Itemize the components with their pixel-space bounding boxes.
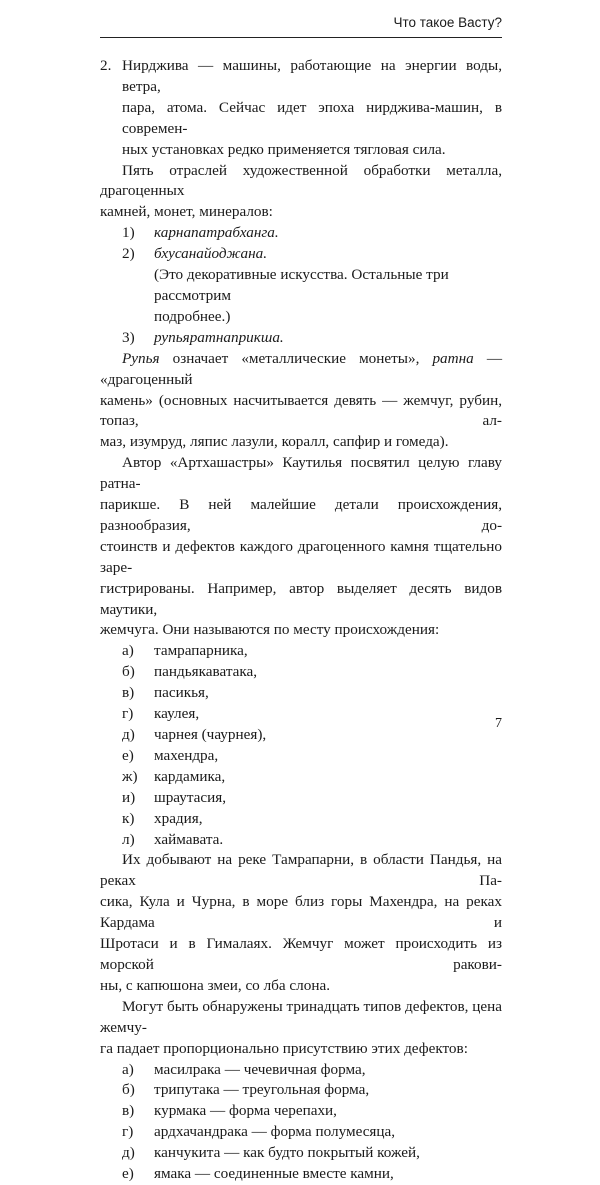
list-item	[100, 683, 502, 704]
list-marker: а)	[122, 1060, 134, 1078]
list-text: хаймавата.	[154, 830, 224, 848]
list-text: масилрака — чечевичная форма,	[154, 1060, 366, 1078]
branch-number: 2)	[122, 245, 135, 263]
text-line: жемчуга. Они называются по месту происхождения:	[100, 621, 440, 639]
text-line: Автор «Артхашастры» Каутилья посвятил целую главу ратна-	[100, 454, 502, 493]
list-marker: а)	[122, 642, 134, 660]
text-fragment: означает «металлические монеты»,	[159, 349, 433, 367]
list-marker: б)	[122, 663, 135, 681]
text-line: камень» (основных насчитывается девять — жемчуг, рубин, топаз, ал-	[100, 391, 502, 430]
defects-list	[100, 1060, 502, 1185]
list-text: курмака — форма черепахи,	[154, 1102, 337, 1120]
list-marker: г)	[122, 705, 134, 723]
list-item	[100, 1143, 502, 1164]
text-line: пара, атома. Сейчас идет эпоха нирджива-машин, в современ-	[122, 98, 502, 137]
list-marker: д)	[122, 726, 135, 743]
text-line: га падает пропорционально присутствию этих дефектов:	[100, 1039, 468, 1057]
text-line: ны, с капюшона змеи, со лба слона.	[100, 976, 330, 994]
list-item	[100, 1080, 502, 1101]
text-line: маз, изумруд, ляпис лазули, коралл, сапфир и гомеда).	[100, 433, 449, 451]
branch-number: 1)	[122, 224, 135, 242]
text-line: парикше. В ней малейшие детали происхождения, разнообразия, до-	[100, 496, 502, 534]
item-body	[122, 56, 502, 161]
branch-note-line: подробнее.)	[154, 307, 231, 325]
list-item	[100, 809, 502, 830]
list-text: чарнея (чаурнея),	[154, 726, 267, 743]
text-line: Их добывают на реке Тамрапарни, в области Пандья, на реках Па-	[100, 851, 502, 890]
list-item	[100, 788, 502, 809]
list-text: пасикья,	[154, 684, 209, 702]
branch-name: карнапатрабханга.	[154, 224, 279, 242]
list-marker: б)	[122, 1081, 135, 1099]
list-text: тамрапарника,	[154, 642, 248, 660]
branch-item	[100, 244, 502, 265]
list-marker: и)	[122, 788, 136, 806]
branch-item	[100, 328, 502, 349]
text-line: камней, монет, минералов:	[100, 203, 273, 221]
list-text: храдия,	[154, 809, 203, 827]
list-text: канчукита — как будто покрытый кожей,	[154, 1144, 420, 1162]
list-marker: е)	[122, 1165, 134, 1183]
list-marker: к)	[122, 809, 135, 827]
branch-note-line: (Это декоративные искусства. Остальные три рассмотрим	[154, 266, 449, 304]
list-item	[100, 1060, 502, 1081]
branch-name: рупьяратнаприкша.	[154, 328, 284, 346]
term-ratna: ратна	[432, 349, 474, 367]
text-line: Шротаси и в Гималаях. Жемчуг может происходить из морской ракови-	[100, 935, 502, 973]
list-marker: е)	[122, 746, 134, 764]
list-marker: л)	[122, 830, 135, 848]
text-line: Пять отраслей художественной обработки металла, драгоценных	[100, 161, 502, 200]
list-text: махендра,	[154, 746, 219, 764]
text-line: гистрированы. Например, автор выделяет десять видов маутики,	[100, 579, 502, 618]
list-marker: в)	[122, 684, 135, 702]
branch-name: бхусанайоджана.	[154, 245, 268, 263]
list-item	[100, 1101, 502, 1122]
list-item	[100, 830, 502, 851]
branch-number: 3)	[122, 328, 135, 346]
page-body	[100, 56, 502, 1185]
rupya-first-line	[100, 349, 502, 391]
list-item	[100, 1164, 502, 1185]
running-head: Что такое Васту?	[100, 14, 502, 38]
list-item	[100, 704, 502, 725]
list-item	[100, 767, 502, 788]
list-text: ямака — соединенные вместе камни,	[154, 1165, 394, 1183]
numbered-item-2	[100, 56, 502, 161]
item-number: 2.	[100, 57, 112, 74]
list-item	[100, 641, 502, 662]
branch-item	[100, 223, 502, 244]
list-item	[100, 746, 502, 767]
list-text: пандьякаватака,	[154, 663, 258, 681]
text-line: стоинств и дефектов каждого драгоценного камня тщательно заре-	[100, 537, 502, 576]
text-line: сика, Кула и Чурна, в море близ горы Махендра, на реках Кардама и	[100, 893, 502, 932]
list-marker: д)	[122, 1144, 135, 1162]
page-number: 7	[495, 716, 502, 731]
text-line: Могут быть обнаружены тринадцать типов дефектов, цена жемчу-	[100, 997, 502, 1036]
list-item	[100, 725, 502, 746]
list-marker: ж)	[122, 767, 138, 785]
list-item	[100, 662, 502, 683]
list-text: трипутака — треугольная форма,	[154, 1081, 370, 1099]
list-text: шраутасия,	[154, 788, 227, 806]
text-fragment: — «драгоценный	[100, 349, 503, 388]
text-line: Нирджива — машины, работающие на энергии воды, ветра,	[122, 57, 502, 95]
text-line: ных установках редко применяется тягловая сила.	[122, 140, 446, 158]
list-text: каулея,	[154, 705, 200, 723]
term-rupya: Рупья	[122, 349, 160, 367]
list-text: ардхачандрака — форма полумесяца,	[154, 1123, 396, 1141]
pearl-types-list	[100, 641, 502, 850]
list-item	[100, 1122, 502, 1143]
list-text: кардамика,	[154, 767, 226, 785]
list-marker: г)	[122, 1123, 134, 1141]
list-marker: в)	[122, 1102, 135, 1120]
